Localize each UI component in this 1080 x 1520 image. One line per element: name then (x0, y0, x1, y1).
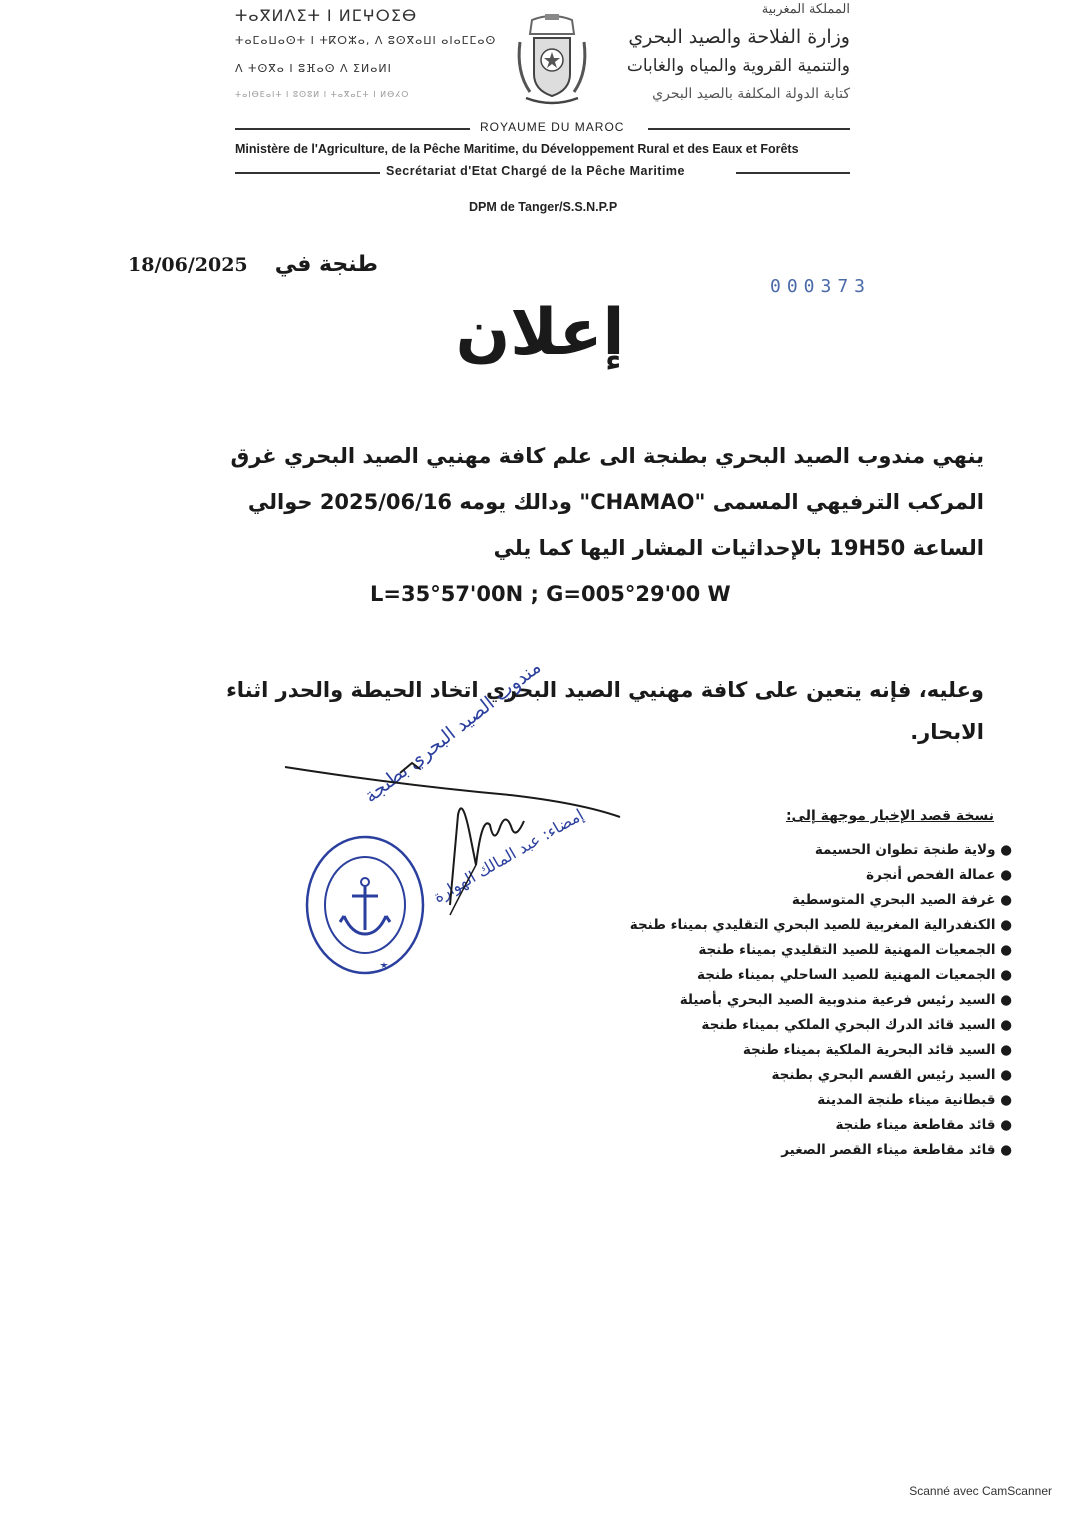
announcement-title: إعلان (455, 296, 625, 370)
list-item: ● الجمعيات المهنية للصيد الساحلي بميناء طنجة (697, 967, 1012, 983)
divider-left-2 (235, 172, 380, 174)
tifinagh-line-2: ⵜⴰⵎⴰⵡⴰⵙⵜ ⵏ ⵜⴽⵔⵣⴰ, ⴷ ⵓⵙⴳⴰⵡⵏ ⴰⵏⴰⵎⵎⴰⵙ (235, 34, 497, 47)
list-item: ● السيد قائد الدرك البحري الملكي بميناء طنجة (701, 1017, 1012, 1033)
list-item: ● عمالة الفحص أنجرة (866, 867, 1012, 883)
list-item: ● الجمعيات المهنية للصيد التقليدي بميناء طنجة (698, 942, 1012, 958)
list-item: ● قبطانية ميناء طنجة المدينة (817, 1092, 1012, 1108)
body-line-6: الابحار. (910, 720, 984, 744)
official-stamp-icon (300, 830, 430, 980)
signature-title: مندوب الصيد البحري بطنجة (360, 655, 546, 808)
divider-right-2 (736, 172, 850, 174)
arabic-header-line-4: كتابة الدولة المكلفة بالصيد البحري (652, 86, 850, 102)
list-item: ● قائد مقاطعة ميناء طنجة (835, 1117, 1012, 1133)
ministere-label: Ministère de l'Agriculture, de la Pêche Maritime, du Développement Rural et des Eaux et Forêts (235, 142, 799, 156)
tifinagh-line-4: ⵜⴰⵏⴱⴹⴰⵏⵜ ⵏ ⵓⵙⵓⵍ ⵏ ⵜⴰⴳⴰⵎⵜ ⵏ ⵍⴱⵃⵔ (235, 90, 410, 99)
list-item: ● السيد رئيس فرعية مندوبية الصيد البحري بأصيلة (679, 992, 1012, 1008)
divider-left-1 (235, 128, 470, 130)
body-line-2: المركب الترفيهي المسمى "CHAMAO" ودالك يومه 2025/06/16 حوالي (247, 490, 984, 514)
divider-right-1 (648, 128, 850, 130)
date-label: طنجة في (274, 252, 378, 277)
list-item: ● الكنفدرالية المغربية للصيد البحري التقليدي بميناء طنجة (629, 917, 1012, 933)
distribution-heading: نسخة قصد الإخبار موجهة إلى: (785, 808, 994, 824)
secretariat-label: Secrétariat d'Etat Chargé de la Pêche Maritime (386, 164, 685, 178)
document-number: 000373 (770, 276, 872, 297)
list-item: ● السيد قائد البحرية الملكية بميناء طنجة (742, 1042, 1012, 1058)
list-item: ● السيد رئيس القسم البحري بطنجة (771, 1067, 1012, 1083)
royaume-label: ROYAUME DU MAROC (480, 120, 625, 134)
signature-name: إمضاء: عبد المالك الهوارة (430, 804, 587, 907)
list-item: ● ولاية طنجة تطوان الحسيمة (814, 842, 1012, 858)
body-line-5: وعليه، فإنه يتعين على كافة مهنيي الصيد البحري اتخاد الحيطة والحدر اثناء (226, 678, 984, 702)
body-line-1: ينهي مندوب الصيد البحري بطنجة الى علم كافة مهنيي الصيد البحري غرق (230, 444, 984, 468)
date-value: 18/06/2025 (128, 254, 248, 276)
tifinagh-line-1: ⵜⴰⴳⵍⴷⵉⵜ ⵏ ⵍⵎⵖⵔⵉⴱ (235, 6, 418, 25)
arabic-header-line-1: المملكة المغربية (761, 2, 850, 17)
tifinagh-line-3: ⴷ ⵜⵙⴳⴰ ⵏ ⵓⴼⴰⵙ ⴷ ⵉⵍⴰⵍⵏ (235, 62, 392, 75)
list-item: ● قائد مقاطعة ميناء القصر الصغير (781, 1142, 1012, 1158)
reference-label: DPM de Tanger/S.S.N.P.P (469, 200, 618, 214)
coat-of-arms-icon (512, 12, 592, 108)
date-line (128, 252, 378, 277)
arabic-header-line-3: والتنمية القروية والمياه والغابات (626, 56, 850, 76)
scanner-watermark: Scanné avec CamScanner (909, 1484, 1052, 1498)
list-item: ● غرفة الصيد البحري المتوسطية (791, 892, 1012, 908)
arabic-header-line-2: وزارة الفلاحة والصيد البحري (628, 26, 850, 48)
body-line-3: الساعة 19H50 بالإحداثيات المشار اليها كما يلي (493, 536, 984, 560)
coordinates-line: L=35°57'00N ; G=005°29'00 W (370, 582, 731, 606)
